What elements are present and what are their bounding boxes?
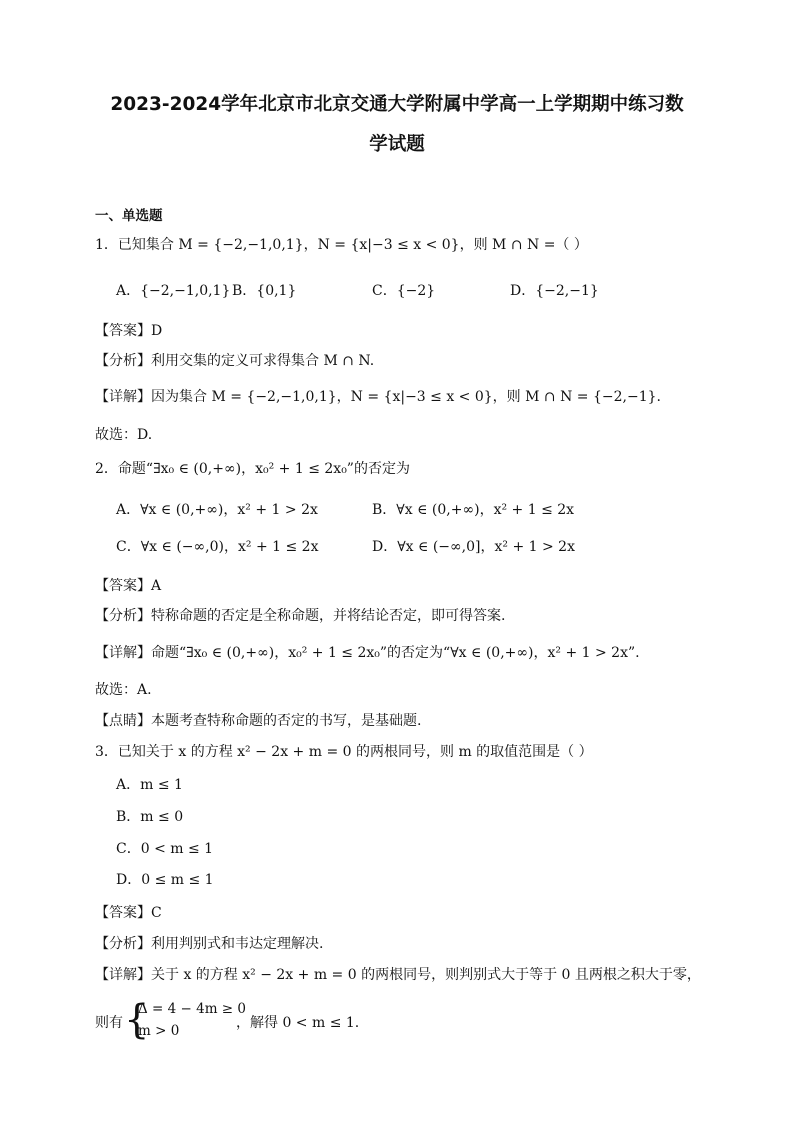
question-3-detail: 【详解】关于 x 的方程 x² − 2x + m = 0 的两根同号，则判别式大于等于 0 且两根之积大于零，	[95, 967, 701, 983]
question-2-option-a: A．∀x ∈ (0,+∞)，x² + 1 > 2x	[116, 502, 318, 518]
question-2-conclusion: 故选：A.	[95, 682, 152, 698]
question-2-detail: 【详解】命题“∃x₀ ∈ (0,+∞)，x₀² + 1 ≤ 2x₀”的否定为“∀x ∈ (0,+∞)，x² + 1 > 2x”.	[95, 645, 640, 661]
question-2-option-d: D．∀x ∈ (−∞,0]，x² + 1 > 2x	[372, 539, 575, 555]
question-1-stem: 1．已知集合 M = {−2,−1,0,1}，N = {x|−3 ≤ x < 0}，则 M ∩ N =（ ）	[95, 237, 588, 253]
question-2-option-b: B．∀x ∈ (0,+∞)，x² + 1 ≤ 2x	[372, 502, 575, 518]
question-2-option-c: C．∀x ∈ (−∞,0)，x² + 1 ≤ 2x	[116, 539, 319, 555]
question-3-answer: 【答案】C	[95, 905, 162, 921]
question-3-then-prefix: 则有	[95, 1015, 123, 1031]
section-heading: 一、单选题	[95, 208, 163, 224]
question-1-option-c: C．{−2}	[372, 283, 436, 299]
question-3-then-suffix: ，解得 0 < m ≤ 1.	[236, 1015, 360, 1031]
page-title-line-2: 学试题	[369, 134, 425, 155]
question-3-stem: 3．已知关于 x 的方程 x² − 2x + m = 0 的两根同号，则 m 的取值范围是（ ）	[95, 744, 593, 760]
question-1-option-b: B．{0,1}	[232, 283, 297, 299]
question-1-answer: 【答案】D	[95, 323, 163, 339]
question-1-option-d: D．{−2,−1}	[510, 283, 599, 299]
question-1-analysis: 【分析】利用交集的定义可求得集合 M ∩ N.	[95, 353, 375, 369]
question-3-option-c: C．0 < m ≤ 1	[116, 841, 214, 857]
question-3-option-a: A．m ≤ 1	[116, 777, 183, 793]
question-1-option-a: A．{−2,−1,0,1}	[116, 283, 231, 299]
question-1-conclusion: 故选：D.	[95, 427, 153, 443]
question-3-analysis: 【分析】利用判别式和韦达定理解决.	[95, 936, 324, 952]
system-lines	[138, 998, 246, 1042]
question-2-answer: 【答案】A	[95, 578, 162, 594]
question-3-option-b: B．m ≤ 0	[116, 809, 184, 825]
page-title-line-1: 2023-2024学年北京市北京交通大学附属中学高一上学期期中练习数	[110, 94, 684, 115]
inequality-system	[124, 998, 244, 1042]
question-2-analysis: 【分析】特称命题的否定是全称命题，并将结论否定，即可得答案.	[95, 608, 506, 624]
left-brace: {	[124, 997, 150, 1043]
question-2-comment: 【点睛】本题考查特称命题的否定的书写，是基础题.	[95, 713, 422, 729]
question-3-option-d: D．0 ≤ m ≤ 1	[116, 872, 214, 888]
system-line-2: m > 0	[138, 1023, 180, 1039]
question-1-detail: 【详解】因为集合 M = {−2,−1,0,1}，N = {x|−3 ≤ x < 0}，则 M ∩ N = {−2,−1}.	[95, 389, 661, 405]
system-line-1: Δ = 4 − 4m ≥ 0	[138, 1001, 246, 1017]
question-2-stem: 2．命题“∃x₀ ∈ (0,+∞)，x₀² + 1 ≤ 2x₀”的否定为	[95, 461, 410, 477]
